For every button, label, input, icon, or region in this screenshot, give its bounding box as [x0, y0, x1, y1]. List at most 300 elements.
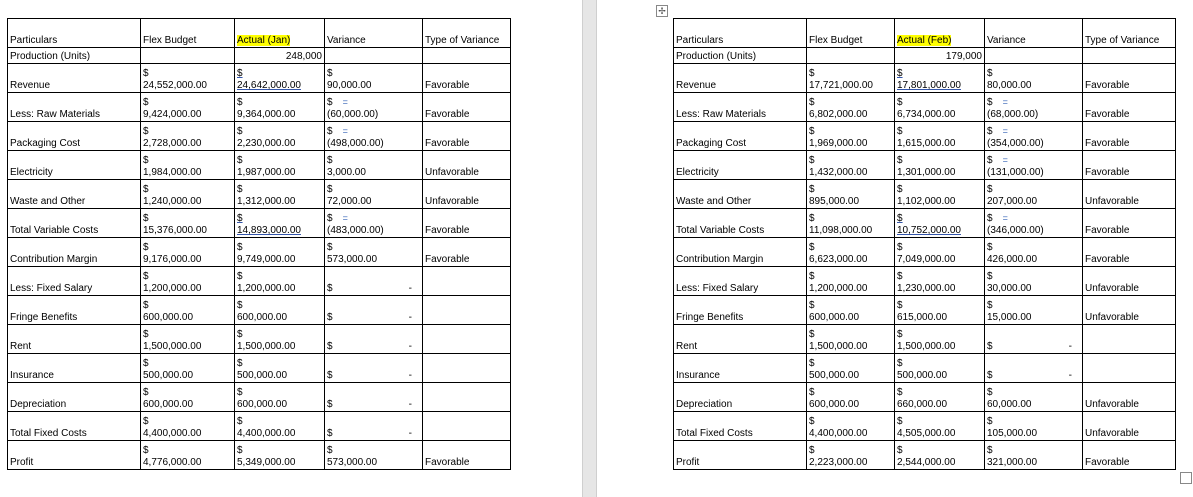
currency-symbol-text: $: [237, 387, 243, 398]
currency-symbol-text: $: [327, 399, 333, 410]
currency-symbol: [897, 242, 982, 254]
amount-value: 4,400,000.00: [809, 428, 868, 439]
amount-value: 1,200,000.00: [237, 283, 296, 294]
currency-symbol-text: $: [987, 341, 993, 352]
currency-symbol-text: $: [897, 329, 903, 340]
table-row: [8, 441, 511, 470]
currency-symbol-text: $: [327, 312, 333, 323]
amount-value: 1,500,000.00: [143, 341, 202, 352]
currency-symbol-text: $: [897, 445, 903, 456]
currency-symbol-text: $: [987, 271, 993, 282]
amount-value: 2,223,000.00: [809, 457, 868, 468]
production-row: [674, 48, 1176, 64]
currency-symbol-text: $: [987, 370, 993, 381]
currency-symbol: [237, 155, 322, 167]
header-label: Flex Budget: [143, 35, 197, 46]
header-label: Actual (Feb): [897, 35, 952, 46]
amount-value: 1,615,000.00: [897, 138, 956, 149]
amount-value: 15,000.00: [987, 312, 1032, 323]
currency-symbol: [809, 300, 892, 312]
amount-value: 600,000.00: [237, 312, 288, 323]
currency-symbol-text: $: [897, 387, 903, 398]
amount-cell-flex: [807, 412, 895, 441]
header-label: Flex Budget: [809, 35, 863, 46]
amount-cell-flex: [141, 238, 235, 267]
production-label: Production (Units): [674, 48, 807, 64]
amount-cell-flex: [141, 325, 235, 354]
currency-symbol: [237, 445, 322, 457]
amount-cell-actual: [895, 383, 985, 412]
amount-value: 500,000.00: [897, 370, 948, 381]
amount-value: 1,984,000.00: [143, 167, 202, 178]
currency-symbol: [987, 271, 1080, 283]
variance-type: Favorable: [1083, 151, 1176, 180]
currency-symbol: [809, 271, 892, 283]
currency-symbol: [143, 416, 232, 428]
amount-cell-variance: [325, 122, 423, 151]
row-label: Less: Fixed Salary: [8, 267, 141, 296]
table-row: [674, 180, 1176, 209]
table-row: [674, 151, 1176, 180]
currency-symbol: [987, 300, 1080, 312]
amount-value: 1,200,000.00: [143, 283, 202, 294]
currency-symbol-text: $: [809, 184, 815, 195]
amount-cell-actual: [235, 238, 325, 267]
amount-value: 1,500,000.00: [897, 341, 956, 352]
amount-cell-flex: [141, 354, 235, 383]
variance-type: Unfavorable: [1083, 267, 1176, 296]
currency-symbol-text: $: [987, 155, 993, 166]
amount-cell-flex: [807, 64, 895, 93]
amount-value: 105,000.00: [987, 428, 1038, 439]
currency-symbol: [987, 416, 1080, 428]
currency-symbol-text: $: [327, 445, 333, 456]
currency-symbol: [809, 155, 892, 167]
amount-cell-flex: [807, 122, 895, 151]
amount-cell-actual: [895, 412, 985, 441]
amount-cell-variance: [325, 180, 423, 209]
amount-cell-variance: [985, 296, 1083, 325]
currency-symbol: [897, 358, 982, 370]
table-row: [674, 238, 1176, 267]
row-label: Packaging Cost: [674, 122, 807, 151]
amount-value: 1,102,000.00: [897, 196, 956, 207]
dash-amount: [327, 399, 420, 411]
currency-symbol: [987, 68, 1080, 80]
amount-value: 321,000.00: [987, 457, 1038, 468]
amount-value: 2,728,000.00: [143, 138, 202, 149]
amount-cell-flex: [141, 151, 235, 180]
table-row: [674, 93, 1176, 122]
header-row: [8, 19, 511, 48]
amount-value: (131,000.00): [987, 167, 1044, 178]
currency-symbol: [987, 184, 1080, 196]
production-blank: [325, 48, 423, 64]
header-cell: [8, 19, 141, 48]
currency-symbol: [237, 242, 322, 254]
currency-symbol: [237, 213, 322, 225]
currency-symbol-text: $: [143, 155, 149, 166]
currency-symbol-text: $: [143, 329, 149, 340]
amount-cell-variance: [985, 64, 1083, 93]
amount-value: (354,000.00): [987, 138, 1044, 149]
currency-symbol-text: $: [897, 97, 903, 108]
currency-symbol: [143, 213, 232, 225]
currency-symbol-text: $: [237, 155, 243, 166]
currency-symbol-text: $: [809, 387, 815, 398]
currency-symbol: [327, 96, 420, 109]
amount-cell-actual: [895, 93, 985, 122]
currency-symbol: [809, 329, 892, 341]
amount-cell-variance: [325, 267, 423, 296]
amount-value: -: [1068, 370, 1072, 381]
currency-symbol-text: $: [143, 416, 149, 427]
currency-symbol: [327, 125, 420, 138]
amount-value: (60,000.00): [327, 109, 379, 120]
currency-symbol-text: $: [897, 271, 903, 282]
amount-value: 1,240,000.00: [143, 196, 202, 207]
currency-symbol: [897, 300, 982, 312]
amount-cell-actual: [895, 267, 985, 296]
row-label: Depreciation: [8, 383, 141, 412]
currency-symbol-text: $: [143, 97, 149, 108]
currency-symbol-text: $: [987, 184, 993, 195]
autocorrect-mark-icon: =: [1002, 213, 1008, 223]
amount-cell-actual: [895, 441, 985, 470]
variance-type: Favorable: [423, 93, 511, 122]
amount-value: 9,176,000.00: [143, 254, 202, 265]
header-label: Variance: [987, 35, 1026, 46]
currency-symbol: [143, 329, 232, 341]
currency-symbol-text: $: [237, 271, 243, 282]
currency-symbol-text: $: [237, 300, 243, 311]
amount-value: 1,200,000.00: [809, 283, 868, 294]
row-label: Electricity: [674, 151, 807, 180]
currency-symbol-text: $: [987, 387, 993, 398]
dash-amount: [327, 312, 420, 324]
autocorrect-mark-icon: =: [1002, 97, 1008, 107]
currency-symbol-text: $: [987, 213, 993, 224]
variance-type: [423, 325, 511, 354]
currency-symbol: [143, 271, 232, 283]
header-cell: [423, 19, 511, 48]
currency-symbol-text: $: [809, 213, 815, 224]
variance-type: [423, 267, 511, 296]
amount-value: 80,000.00: [987, 80, 1032, 91]
amount-value: 1,500,000.00: [237, 341, 296, 352]
currency-symbol: [987, 341, 993, 353]
amount-cell-actual: [235, 325, 325, 354]
amount-cell-variance: [985, 325, 1083, 354]
table-row: [8, 296, 511, 325]
amount-value: (483,000.00): [327, 225, 384, 236]
row-label: Insurance: [674, 354, 807, 383]
production-blank: [807, 48, 895, 64]
variance-type: Favorable: [423, 441, 511, 470]
currency-symbol-text: $: [237, 68, 243, 79]
currency-symbol: [987, 445, 1080, 457]
currency-symbol: [327, 445, 420, 457]
currency-symbol-text: $: [237, 184, 243, 195]
amount-cell-actual: [895, 64, 985, 93]
amount-cell-flex: [807, 209, 895, 238]
currency-symbol: [897, 126, 982, 138]
amount-cell-flex: [141, 267, 235, 296]
currency-symbol: [237, 358, 322, 370]
currency-symbol: [237, 126, 322, 138]
currency-symbol-text: $: [143, 184, 149, 195]
variance-type: Favorable: [1083, 122, 1176, 151]
variance-type: Favorable: [423, 122, 511, 151]
row-label: Waste and Other: [674, 180, 807, 209]
currency-symbol: [987, 96, 1080, 109]
amount-value: 1,230,000.00: [897, 283, 956, 294]
currency-symbol: [987, 242, 1080, 254]
row-label: Packaging Cost: [8, 122, 141, 151]
row-label: Total Fixed Costs: [8, 412, 141, 441]
amount-value: (68,000.00): [987, 109, 1039, 120]
header-cell: [235, 19, 325, 48]
currency-symbol-text: $: [327, 68, 333, 79]
dash-amount: [987, 370, 1080, 382]
amount-value: 4,400,000.00: [143, 428, 202, 439]
amount-value: 30,000.00: [987, 283, 1032, 294]
currency-symbol: [987, 125, 1080, 138]
amount-cell-flex: [807, 238, 895, 267]
amount-cell-variance: [325, 383, 423, 412]
currency-symbol: [143, 387, 232, 399]
currency-symbol: [809, 126, 892, 138]
amount-cell-flex: [807, 296, 895, 325]
table-row: [8, 122, 511, 151]
currency-symbol-text: $: [327, 242, 333, 253]
header-cell: [985, 19, 1083, 48]
currency-symbol: [143, 155, 232, 167]
amount-cell-variance: [325, 296, 423, 325]
currency-symbol-text: $: [237, 445, 243, 456]
amount-cell-actual: [235, 296, 325, 325]
amount-cell-variance: [325, 325, 423, 354]
amount-cell-variance: [985, 412, 1083, 441]
amount-value: 2,230,000.00: [237, 138, 296, 149]
currency-symbol: [327, 68, 420, 80]
header-cell: [807, 19, 895, 48]
variance-type: Unfavorable: [1083, 296, 1176, 325]
header-label: Type of Variance: [425, 35, 500, 46]
amount-value: 426,000.00: [987, 254, 1038, 265]
table-row: [8, 151, 511, 180]
amount-cell-actual: [895, 151, 985, 180]
table-row: [8, 238, 511, 267]
currency-symbol: [143, 97, 232, 109]
currency-symbol-text: $: [237, 358, 243, 369]
currency-symbol: [237, 300, 322, 312]
amount-cell-variance: [325, 209, 423, 238]
amount-value: -: [408, 283, 412, 294]
amount-cell-flex: [807, 325, 895, 354]
row-label: Contribution Margin: [674, 238, 807, 267]
currency-symbol: [897, 155, 982, 167]
amount-value: 90,000.00: [327, 80, 372, 91]
amount-value: 207,000.00: [987, 196, 1038, 207]
amount-value: 573,000.00: [327, 254, 378, 265]
table-row: [674, 209, 1176, 238]
amount-value: 6,734,000.00: [897, 109, 956, 120]
currency-symbol: [897, 184, 982, 196]
flex-budget-table-jan: [7, 18, 511, 470]
table-row: [674, 267, 1176, 296]
currency-symbol-text: $: [237, 126, 243, 137]
amount-cell-flex: [141, 296, 235, 325]
currency-symbol-text: $: [143, 213, 149, 224]
currency-symbol-text: $: [809, 329, 815, 340]
variance-type: Favorable: [1083, 64, 1176, 93]
production-blank: [1083, 48, 1176, 64]
row-label: Total Variable Costs: [674, 209, 807, 238]
table-row: [674, 354, 1176, 383]
currency-symbol-text: $: [897, 213, 903, 224]
amount-value: 4,505,000.00: [897, 428, 956, 439]
currency-symbol: [897, 387, 982, 399]
amount-value: 72,000.00: [327, 196, 372, 207]
amount-cell-actual: [235, 412, 325, 441]
currency-symbol-text: $: [987, 97, 993, 108]
amount-cell-flex: [141, 180, 235, 209]
amount-value: -: [1068, 341, 1072, 352]
currency-symbol-text: $: [327, 341, 333, 352]
autocorrect-mark-icon: =: [1002, 126, 1008, 136]
currency-symbol-text: $: [987, 242, 993, 253]
amount-value: 9,749,000.00: [237, 254, 296, 265]
table-row: [674, 325, 1176, 354]
amount-value: -: [408, 428, 412, 439]
currency-symbol: [327, 212, 420, 225]
dash-amount: [987, 341, 1080, 353]
currency-symbol: [327, 312, 333, 324]
amount-value: -: [408, 312, 412, 323]
currency-symbol-text: $: [897, 68, 903, 79]
currency-symbol: [987, 212, 1080, 225]
amount-cell-actual: [895, 325, 985, 354]
currency-symbol-text: $: [143, 387, 149, 398]
amount-value: 10,752,000.00: [897, 225, 961, 236]
amount-cell-actual: [235, 209, 325, 238]
currency-symbol-text: $: [809, 271, 815, 282]
row-label: Fringe Benefits: [8, 296, 141, 325]
currency-symbol-text: $: [327, 283, 333, 294]
amount-cell-actual: [235, 93, 325, 122]
amount-cell-variance: [325, 354, 423, 383]
currency-symbol: [327, 184, 420, 196]
amount-cell-variance: [985, 209, 1083, 238]
amount-value: 24,642,000.00: [237, 80, 301, 91]
amount-value: 500,000.00: [809, 370, 860, 381]
table-row: [8, 180, 511, 209]
variance-type: Unfavorable: [1083, 412, 1176, 441]
amount-value: 17,801,000.00: [897, 80, 961, 91]
table-row: [8, 354, 511, 383]
table-resize-handle[interactable]: [1180, 472, 1192, 484]
amount-value: (346,000.00): [987, 225, 1044, 236]
document-page-left: [0, 0, 582, 497]
amount-cell-flex: [807, 151, 895, 180]
row-label: Profit: [8, 441, 141, 470]
currency-symbol-text: $: [143, 68, 149, 79]
amount-value: 4,400,000.00: [237, 428, 296, 439]
header-cell: [674, 19, 807, 48]
variance-type: Favorable: [1083, 238, 1176, 267]
currency-symbol-text: $: [809, 300, 815, 311]
production-blank: [423, 48, 511, 64]
amount-cell-actual: [235, 151, 325, 180]
currency-symbol-text: $: [897, 126, 903, 137]
currency-symbol: [897, 213, 982, 225]
amount-value: 4,776,000.00: [143, 457, 202, 468]
amount-value: (498,000.00): [327, 138, 384, 149]
currency-symbol: [143, 68, 232, 80]
currency-symbol: [143, 184, 232, 196]
currency-symbol-text: $: [987, 445, 993, 456]
amount-cell-variance: [985, 238, 1083, 267]
currency-symbol-text: $: [237, 213, 243, 224]
amount-value: 60,000.00: [987, 399, 1032, 410]
amount-value: -: [408, 341, 412, 352]
currency-symbol: [327, 370, 333, 382]
amount-cell-actual: [235, 441, 325, 470]
currency-symbol: [809, 358, 892, 370]
amount-cell-variance: [985, 151, 1083, 180]
autocorrect-mark-icon: =: [342, 97, 348, 107]
amount-cell-variance: [985, 441, 1083, 470]
amount-cell-flex: [807, 180, 895, 209]
amount-cell-flex: [141, 93, 235, 122]
amount-value: 600,000.00: [809, 399, 860, 410]
row-label: Fringe Benefits: [674, 296, 807, 325]
variance-type: Favorable: [423, 238, 511, 267]
amount-cell-variance: [325, 151, 423, 180]
row-label: Insurance: [8, 354, 141, 383]
table-move-handle-icon[interactable]: ✢: [656, 5, 668, 17]
amount-cell-flex: [807, 441, 895, 470]
amount-cell-flex: [141, 209, 235, 238]
currency-symbol-text: $: [327, 126, 333, 137]
amount-value: 15,376,000.00: [143, 225, 207, 236]
currency-symbol: [143, 126, 232, 138]
amount-value: 5,349,000.00: [237, 457, 296, 468]
amount-value: 11,098,000.00: [809, 225, 873, 236]
variance-type: [423, 383, 511, 412]
currency-symbol: [327, 283, 333, 295]
variance-type: [423, 296, 511, 325]
amount-cell-variance: [985, 122, 1083, 151]
amount-value: 500,000.00: [237, 370, 288, 381]
currency-symbol: [237, 184, 322, 196]
currency-symbol: [327, 155, 420, 167]
row-label: Profit: [674, 441, 807, 470]
currency-symbol: [897, 68, 982, 80]
currency-symbol-text: $: [327, 370, 333, 381]
currency-symbol: [897, 97, 982, 109]
currency-symbol-text: $: [143, 300, 149, 311]
table-row: [8, 325, 511, 354]
amount-cell-actual: [235, 354, 325, 383]
amount-value: 600,000.00: [809, 312, 860, 323]
flex-budget-table-feb: [673, 18, 1176, 470]
variance-type: Favorable: [1083, 209, 1176, 238]
table-row: [8, 383, 511, 412]
currency-symbol-text: $: [987, 416, 993, 427]
amount-cell-actual: [235, 122, 325, 151]
